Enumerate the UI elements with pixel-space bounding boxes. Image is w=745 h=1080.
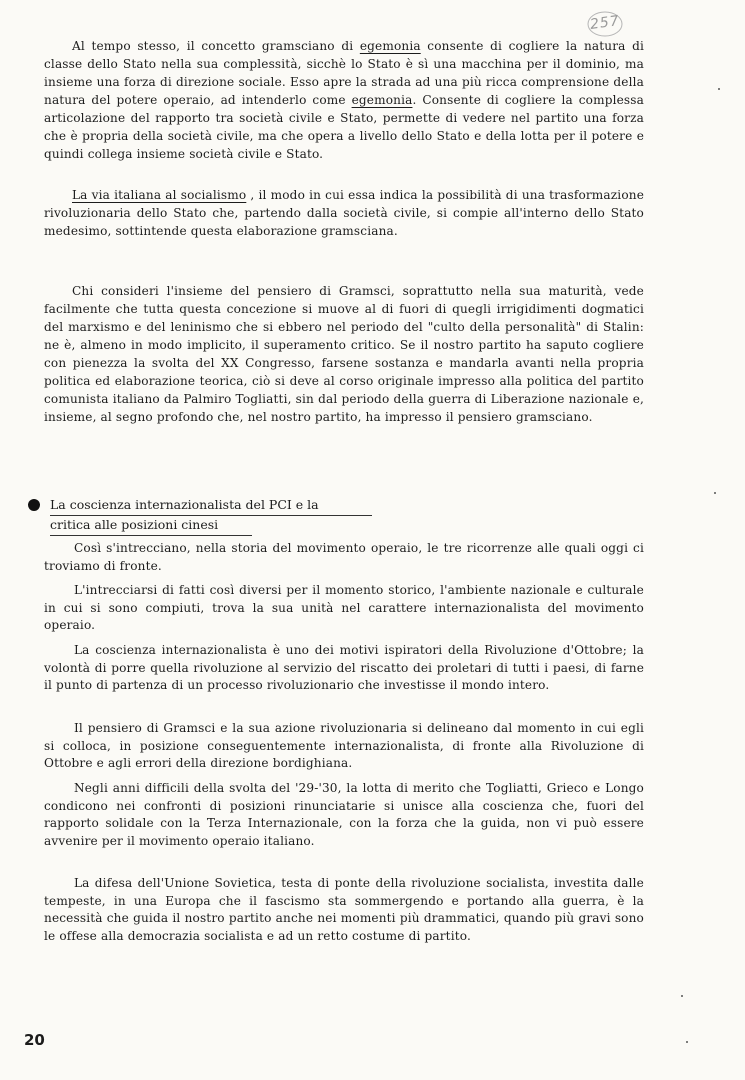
underlined-term: egemonia	[351, 93, 413, 107]
section-bullet-icon	[28, 499, 40, 511]
scan-speck	[718, 88, 720, 90]
archive-page-number: 257	[586, 10, 626, 38]
scan-speck	[686, 1041, 688, 1043]
section-heading	[50, 496, 390, 536]
paragraph-unione-sovietica: La difesa dell'Unione Sovietica, testa di ponte della rivoluzione socialista, investita dalle tempeste, in una Europa che il fascismo sta sommergendo e portando alla guerra, è la necessità che guida il nostro partito anche nei momenti più drammatici, quando più gravi sono le offese alla democrazia socialista e ad un retto costume di partito.	[44, 876, 644, 943]
paragraph-pensiero-gramsci: Il pensiero di Gramsci e la sua azione rivoluzionaria si delineano dal momento in cui egli si colloca, in posizione conseguentemente internazionalista, di fronte alla Rivoluzione di Ottobre e agli errori della direzione bordighiana.	[44, 721, 644, 770]
paragraph-svolta: Negli anni difficili della svolta del '29-'30, la lotta di merito che Togliatti, Grieco e Longo condicono nei confronti di posizioni rinunciatarie si unisce alla coscienza che, fuori del rapporto solidale con la Terza Internazionale, con la forza che la guida, non vi può essere avvenire per il movimento operaio italiano.	[44, 781, 644, 848]
scan-speck	[714, 492, 716, 494]
scan-speck	[681, 995, 683, 997]
paragraph-coscienza: La coscienza internazionalista è uno dei motivi ispiratori della Rivoluzione d'Ottobre; la volontà di porre quella rivoluzione al servizio del riscatto dei proletari di tutti i paesi, di farne il punto di partenza di un processo rivoluzionario che investisse il mondo intero.	[44, 643, 644, 692]
page-number: 20	[24, 1031, 45, 1049]
underlined-term: egemonia	[359, 39, 421, 53]
paragraph-gramsci-thought: Chi consideri l'insieme del pensiero di Gramsci, soprattutto nella sua maturità, vede facilmente che tutta questa concezione si muove al di fuori di quegli irrigidimenti dogmatici del marxismo e del leninismo che si ebbero nel periodo del "culto della personalità" di Stalin: ne è, almeno in modo implicito, il superamento critico. Se il nostro partito ha saputo cogliere con pienezza la svolta del XX Congresso, farsene sostanza e mandarla avanti nella propria politica ed elaborazione teorica, ciò si deve al corso originale impresso alla politica del partito comunista italiano da Palmiro Togliatti, sin dal periodo della guerra di Liberazione nazionale e, insieme, al segno profondo che, nel nostro partito, ha impresso il pensiero gramsciano.	[44, 284, 644, 424]
underlined-title: La via italiana al socialismo	[72, 188, 247, 202]
paragraph-intrecciarsi: L'intrecciarsi di fatti così diversi per il momento storico, l'ambiente nazionale e culturale in cui si sono compiuti, trova la sua unità nel carattere internazionalista del movimento operaio.	[44, 583, 644, 632]
paragraph-egemonia: Al tempo stesso, il concetto gramsciano di egemonia consente di cogliere la natura di classe dello Stato nella sua complessità, sicchè lo Stato è sì una macchina per il dominio, ma insieme una forza di direzione sociale. Esso apre la strada ad una più ricca comprensione della natura del potere operaio, ad intenderlo come egemonia. Consente di cogliere la complessa articolazione del rapporto tra società civile e Stato, permette di vedere nel partito una forza che è propria della società civile, ma che opera a livello dello Stato e della lotta per il potere e quindi collega insieme società civile e Stato.	[44, 39, 644, 161]
paragraph-via-italiana: La via italiana al socialismo , il modo in cui essa indica la possibilità di una trasformazione rivoluzionaria dello Stato che, partendo dalla società civile, si compie all'interno dello Stato medesimo, sottintende questa elaborazione gramsciana.	[44, 188, 644, 238]
section-heading-line2: critica alle posizioni cinesi	[50, 516, 252, 536]
section-heading-line1: La coscienza internazionalista del PCI e la	[50, 496, 372, 516]
paragraph-ricorrenze: Così s'intrecciano, nella storia del movimento operaio, le tre ricorrenze alle quali oggi ci troviamo di fronte.	[44, 541, 644, 573]
